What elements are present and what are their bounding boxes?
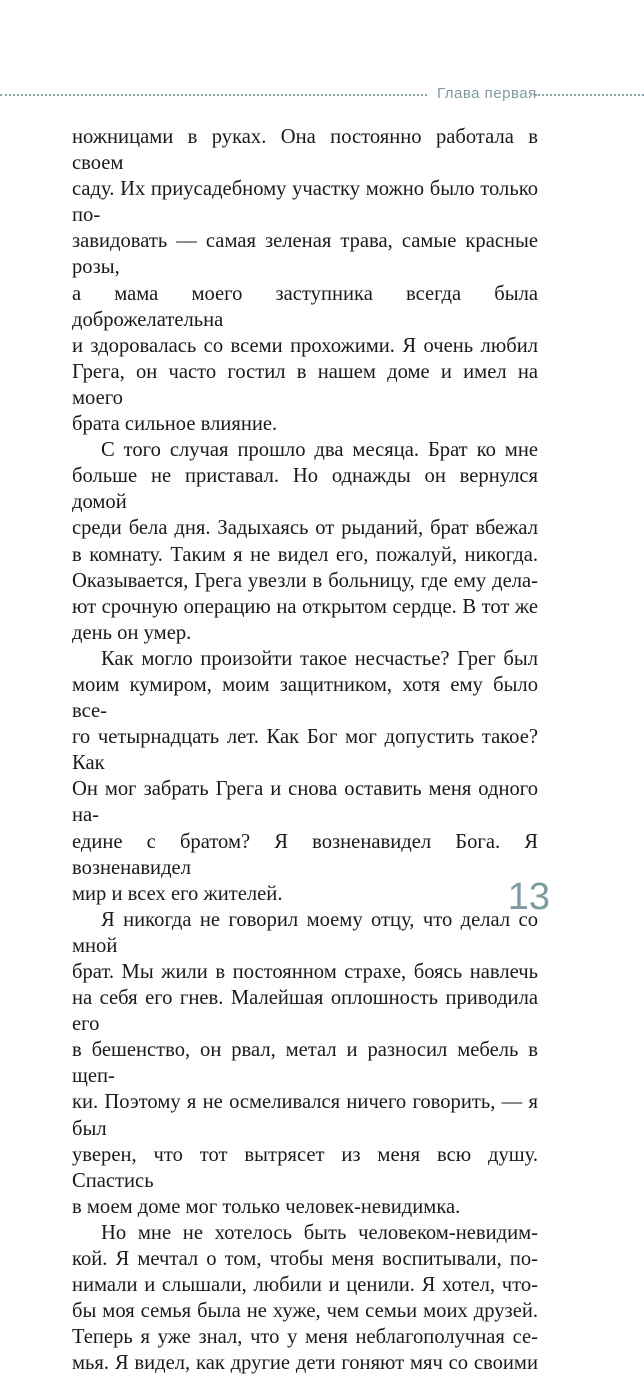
text-line: Как могло произойти такое несчастье? Грег был: [101, 647, 538, 670]
header-dotted-rule-right: [535, 94, 644, 96]
text-line: уверен, что тот вытрясет из меня всю душу. Спастись: [72, 1143, 538, 1192]
chapter-title: Глава первая: [437, 85, 537, 102]
text-line: мир и всех его жителей.: [72, 882, 283, 905]
text-line: Грега, он часто гостил в нашем доме и имел на моего: [72, 360, 538, 409]
text-line: Он мог забрать Грега и снова оставить меня одного на-: [72, 778, 538, 827]
text-line: в комнату. Таким я не видел его, пожалуй, никогда.: [72, 543, 538, 566]
text-line: Я никогда не говорил моему отцу, что делал со мной: [72, 908, 538, 957]
text-line: в моем доме мог только человек-невидимка.: [72, 1195, 461, 1218]
text-line: Теперь я уже знал, что у меня неблагополучная се-: [72, 1326, 538, 1349]
text-line: моим кумиром, моим защитником, хотя ему было все-: [72, 673, 538, 723]
text-line: в бешенство, он рвал, метал и разносил мебель в щеп-: [72, 1039, 538, 1088]
text-line: завидовать — самая зеленая трава, самые красные розы,: [72, 230, 538, 279]
text-line: саду. Их приусадебному участку можно было только по-: [72, 178, 538, 227]
text-line: больше не приставал. Но однажды он вернулся домой: [72, 465, 538, 514]
text-line: С того случая прошло два месяца. Брат ко мне: [101, 439, 538, 462]
text-line: ют срочную операцию на открытом сердце. В тот же: [72, 595, 538, 618]
text-line: брат. Мы жили в постоянном страхе, боясь навлечь: [72, 961, 538, 983]
running-head: [0, 84, 644, 104]
text-line: едине с братом? Я возненавидел Бога. Я возненавидел: [72, 830, 538, 879]
body-text: [72, 124, 538, 1377]
text-line: Оказывается, Грега увезли в больницу, где ему дела-: [72, 569, 538, 592]
text-line: ножницами в руках. Она постоянно работала в своем: [72, 126, 538, 175]
header-dotted-rule-left: [0, 94, 427, 96]
text-line: кой. Я мечтал о том, чтобы меня воспитывали, по-: [72, 1248, 538, 1271]
text-line: го четырнадцать лет. Как Бог мог допустить такое? Как: [72, 726, 538, 775]
text-line: Но мне не хотелось быть человеком-невидим-: [101, 1221, 538, 1244]
text-line: день он умер.: [72, 621, 192, 644]
text-line: мья. Я видел, как другие дети гоняют мяч со своими: [72, 1352, 538, 1375]
text-line: среди бела дня. Задыхаясь от рыданий, брат вбежал: [72, 517, 538, 540]
page-number: 13: [507, 876, 550, 918]
text-line: нимали и слышали, любили и ценили. Я хотел, что-: [72, 1274, 538, 1297]
text-line: на себя его гнев. Малейшая оплошность приводила его: [72, 987, 538, 1036]
text-line: бы моя семья была не хуже, чем семьи моих друзей.: [72, 1300, 538, 1323]
text-line: а мама моего заступника всегда была доброжелательна: [72, 282, 538, 331]
text-line: брата сильное влияние.: [72, 413, 278, 436]
text-line: и здоровалась со всеми прохожими. Я очень любил: [72, 334, 538, 357]
text-line: ки. Поэтому я не осмеливался ничего говорить, — я был: [72, 1091, 538, 1140]
